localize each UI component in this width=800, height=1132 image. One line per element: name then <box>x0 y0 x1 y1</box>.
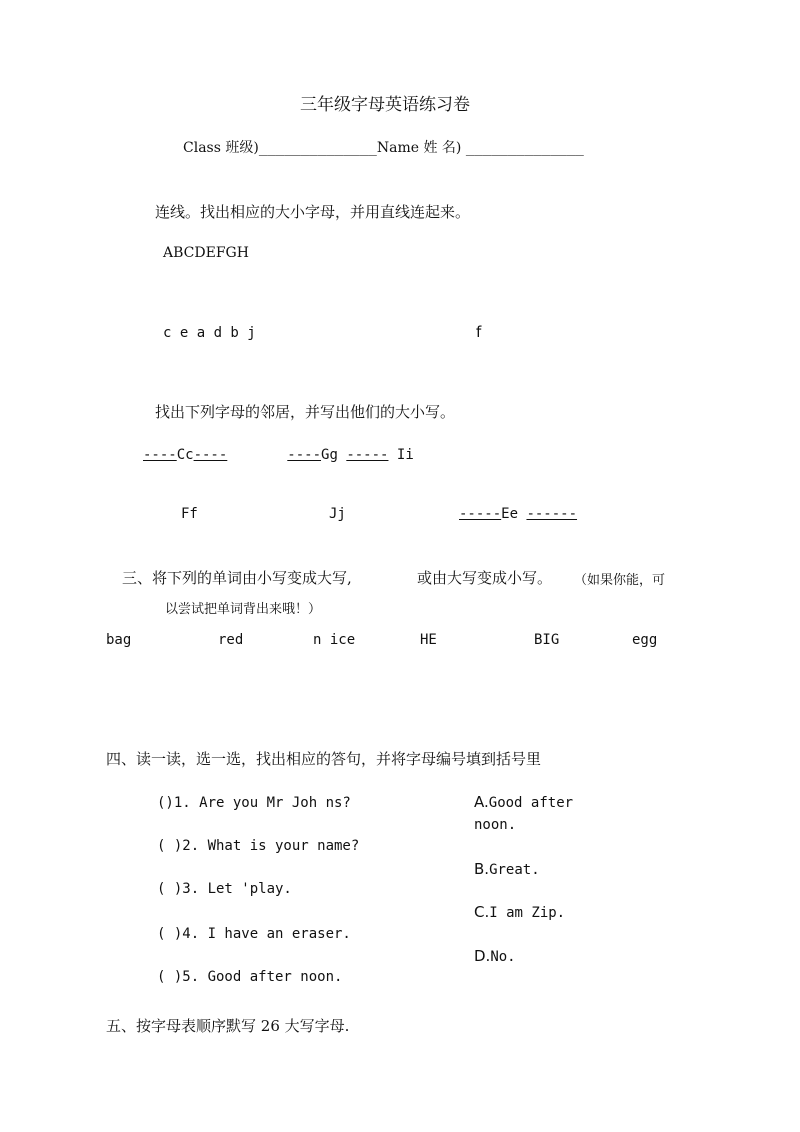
option-c <box>474 903 565 921</box>
option-letter: C. <box>474 903 490 921</box>
option-text: No. <box>490 949 516 965</box>
word-item: egg <box>632 632 658 648</box>
section3-instruction-b: 或由大写变成小写。 <box>417 569 553 587</box>
page-title: 三年级字母英语练习卷 <box>300 95 470 115</box>
option-letter: A. <box>474 793 489 811</box>
word-item: n ice <box>313 632 356 648</box>
question-item: ( )4. I have an eraser. <box>157 926 351 942</box>
blank: ------ <box>526 506 578 522</box>
blank: ---- <box>287 447 322 463</box>
lowercase-letters: c e a d b j <box>163 325 256 341</box>
option-text: I am Zip. <box>489 905 566 921</box>
question-item: ( )2. What is your name? <box>157 838 360 854</box>
class-label: Class 班级) <box>183 140 259 156</box>
blank: ----- <box>459 506 502 522</box>
option-d <box>474 947 516 965</box>
name-label: Name 姓 名) <box>376 140 462 156</box>
name-blank: ______________ <box>465 140 584 156</box>
section3-note-b: 以尝试把单词背出来哦！） <box>165 602 322 617</box>
neighbor-letter-ff: Ff <box>181 506 198 522</box>
option-letter: D. <box>474 947 491 965</box>
section5-instruction: 五、按字母表顺序默写 26 大写字母. <box>106 1017 350 1035</box>
letter-pair: Cc <box>176 447 194 463</box>
section3-instruction-a: 三、将下列的单词由小写变成大写, <box>122 569 352 587</box>
lowercase-extra: f <box>476 323 482 341</box>
section3-note-a: （如果你能，可 <box>574 573 666 588</box>
section1-instruction: 连线。找出相应的大小字母，并用直线连起来。 <box>155 203 471 221</box>
word-item: red <box>218 632 244 648</box>
option-b <box>474 860 540 878</box>
option-a-continued: noon. <box>474 817 517 833</box>
word-item: HE <box>420 632 437 648</box>
option-a <box>474 793 573 811</box>
letter-pair: Ee <box>501 506 519 522</box>
neighbor-letter-jj: Jj <box>329 506 346 522</box>
neighbor-row-2-ee <box>459 506 577 522</box>
option-letter: B. <box>474 860 490 878</box>
question-item: ( )5. Good after noon. <box>157 969 343 985</box>
word-item: bag <box>106 632 132 648</box>
blank: ----- <box>346 447 389 463</box>
uppercase-letters: ABCDEFGH <box>163 245 249 261</box>
word-item: BIG <box>534 632 560 648</box>
neighbor-row-1 <box>143 447 414 463</box>
class-blank: ______________ <box>258 140 377 156</box>
question-item: ()1. Are you Mr Joh ns? <box>157 795 351 811</box>
option-text: Good after <box>488 795 574 811</box>
class-name-line <box>183 137 584 157</box>
section2-instruction: 找出下列字母的邻居，并写出他们的大小写。 <box>155 403 456 421</box>
section4-instruction: 四、读一读，选一选，找出相应的答句，并将字母编号填到括号里 <box>106 750 542 768</box>
blank: ---- <box>193 447 228 463</box>
option-text: Great. <box>489 862 540 878</box>
letter-pair: Gg <box>321 447 338 463</box>
letter-pair: Ii <box>396 447 414 463</box>
question-item: ( )3. Let 'play. <box>157 881 292 897</box>
blank: ---- <box>143 447 177 463</box>
